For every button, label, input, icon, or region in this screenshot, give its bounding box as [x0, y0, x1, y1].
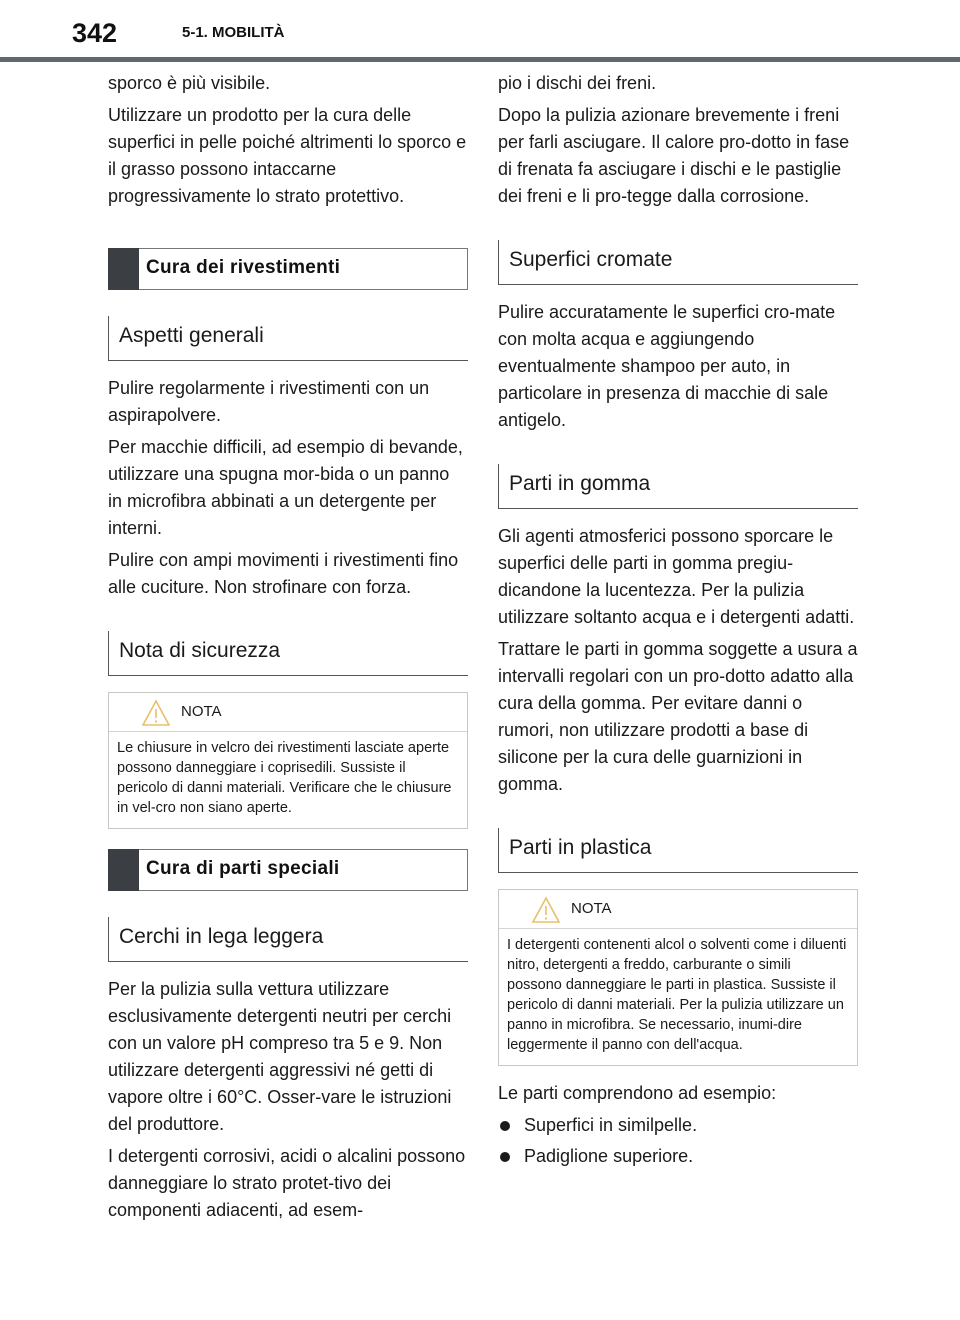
list-item-text: Padiglione superiore. — [524, 1146, 694, 1166]
note-text: Le chiusure in velcro dei rivestimenti lasciate aperte possono danneggiare i coprisedili. Sussiste il pericolo di danni materiali. Verificare che le chiusure in vel-cro non siano aperte. — [117, 740, 452, 816]
subheading-text: Aspetti generali — [119, 324, 264, 347]
subheading — [108, 917, 468, 962]
subheading — [498, 464, 858, 509]
note-header — [109, 693, 467, 732]
section-heading — [108, 849, 468, 891]
heading-bar — [108, 849, 139, 891]
warning-icon — [531, 896, 561, 924]
paragraph: Gli agenti atmosferici possono sporcare le superfici delle parti in gomma pregiu-dicandone la lucentezza. Per la pulizia utilizzare soltanto acqua e i detergenti adatti. — [498, 526, 855, 627]
right-column — [498, 70, 858, 1174]
page-header — [0, 0, 960, 62]
paragraph: Dopo la pulizia azionare brevemente i freni per farli asciugare. Il calore pro-dotto in fase di frenata fa asciugare i dischi e le pastiglie dei freni e li pro-tegge dalla corrosione. — [498, 105, 850, 206]
list-item-text: Superfici in similpelle. — [524, 1115, 698, 1135]
paragraph: Trattare le parti in gomma soggette a usura a intervalli regolari con un pro-dotto adatto alla cura della gomma. Per evitare danni o rumori, non utilizzare prodotti a base di silicone per la cura delle guarnizioni in gomma. — [498, 639, 858, 794]
section-heading-text: Cura dei rivestimenti — [146, 257, 341, 278]
paragraph: sporco è più visibile. — [108, 73, 271, 93]
paragraph: Pulire accuratamente le superfici cro-mate con molta acqua e aggiungendo eventualmente shampoo per auto, in particolare in presenza di macchie di sale antigelo. — [498, 302, 836, 430]
bullet-icon — [500, 1152, 510, 1162]
subheading — [498, 828, 858, 873]
subheading-text: Cerchi in lega leggera — [119, 925, 324, 948]
warning-icon — [141, 699, 171, 727]
subheading-text: Superfici cromate — [509, 248, 673, 271]
left-column — [108, 70, 468, 1229]
note-box — [498, 889, 858, 1066]
paragraph: Pulire regolarmente i rivestimenti con un aspirapolvere. — [108, 378, 430, 425]
list-item — [498, 1112, 858, 1139]
note-box — [108, 692, 468, 829]
paragraph: Per la pulizia sulla vettura utilizzare esclusivamente detergenti neutri per cerchi con un valore pH compreso tra 5 e 9. Non utilizzare detergenti aggressivi né getti di vapore oltre i 60°C. Osser-vare le istruzioni del produttore. — [108, 979, 452, 1134]
page-number: 342 — [72, 18, 118, 48]
section-heading — [108, 248, 468, 290]
paragraph: Utilizzare un prodotto per la cura delle superfici in pelle poiché altrimenti lo sporco e il grasso possono intaccarne progressivamente lo strato protettivo. — [108, 105, 467, 206]
section-heading-text: Cura di parti speciali — [146, 858, 340, 879]
heading-bar — [108, 248, 139, 290]
subheading — [498, 240, 858, 285]
note-header — [499, 890, 857, 929]
subheading — [108, 316, 468, 361]
note-label: NOTA — [181, 703, 222, 720]
paragraph: Pulire con ampi movimenti i rivestimenti fino alle cuciture. Non strofinare con forza. — [108, 550, 459, 597]
paragraph: Per macchie difficili, ad esempio di bevande, utilizzare una spugna mor-bida o un panno in microfibra abbinati a un detergente per interni. — [108, 437, 463, 538]
subheading-text: Parti in gomma — [509, 472, 651, 495]
paragraph: pio i dischi dei freni. — [498, 73, 657, 93]
note-text: I detergenti contenenti alcol o solventi come i diluenti nitro, detergenti a freddo, carburante o simili possono danneggiare le parti in plastica. Sussiste il pericolo di danni materiali. Per la pulizia utilizzare un panno in microfibra. Se necessario, inumi-dire leggermente il panno con dell'acqua. — [507, 937, 847, 1053]
list-item — [498, 1143, 858, 1170]
section-title: 5-1. MOBILITÀ — [182, 24, 285, 41]
subheading-text: Nota di sicurezza — [119, 639, 281, 662]
subheading-text: Parti in plastica — [509, 836, 652, 859]
note-label: NOTA — [571, 900, 612, 917]
paragraph: Le parti comprendono ad esempio: — [498, 1083, 777, 1103]
paragraph: I detergenti corrosivi, acidi o alcalini possono danneggiare lo strato protet-tivo dei componenti adiacenti, ad esem- — [108, 1146, 466, 1220]
subheading — [108, 631, 468, 676]
header-rule — [0, 57, 960, 62]
bullet-icon — [500, 1121, 510, 1131]
